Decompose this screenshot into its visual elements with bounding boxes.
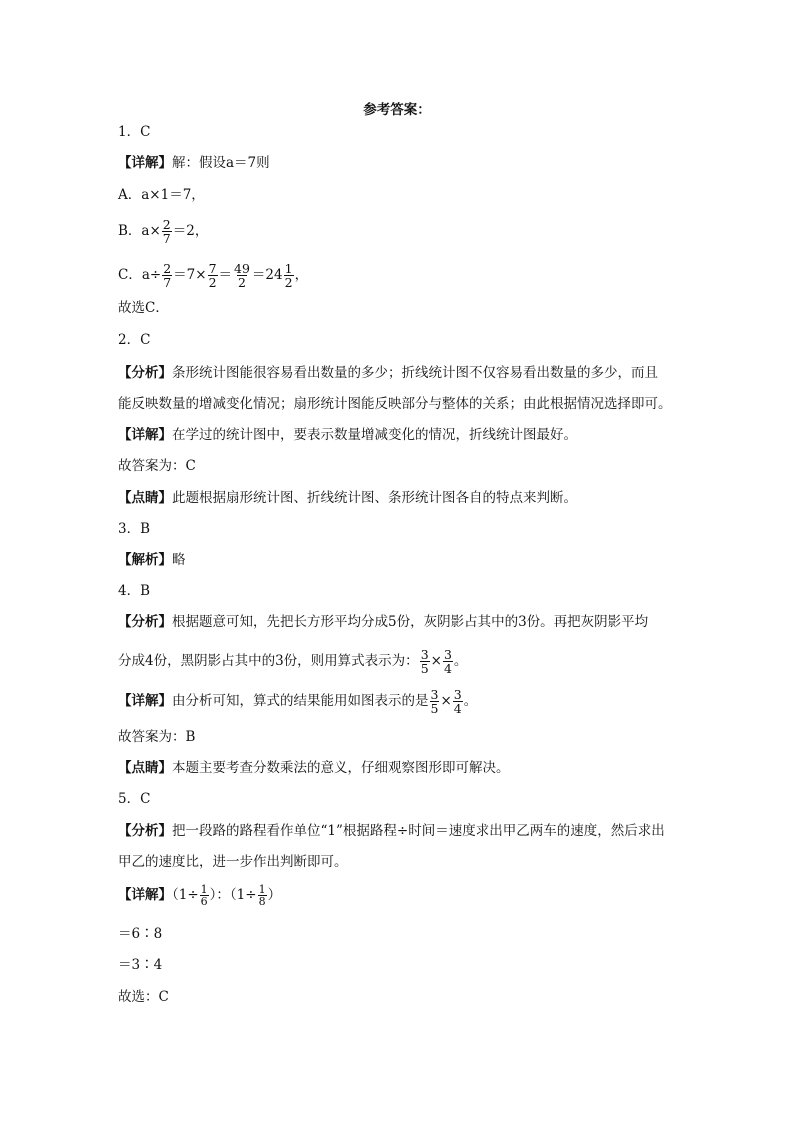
fraction [162, 262, 172, 289]
fraction-numerator: 3 [420, 647, 429, 662]
period: 。 [463, 693, 478, 709]
fraction [420, 648, 430, 675]
q3-analysis-text: 略 [172, 552, 186, 568]
q5-step2: ＝3∶4 [118, 957, 163, 973]
fraction-denominator: 4 [453, 701, 462, 716]
fraction-numerator: 3 [453, 687, 462, 702]
q1-option-c [118, 262, 308, 289]
q4-detail-text: 由分析可知，算式的结果能用如图表示的是 [172, 693, 429, 709]
q1-b-prefix: B．a× [118, 223, 161, 239]
fraction [258, 884, 267, 907]
q4-analysis-line2-text: 分成4份，黑阴影占其中的3份，则用算式表示为： [118, 653, 419, 669]
fraction-denominator: 5 [430, 701, 439, 716]
q1-c-suffix: ， [294, 267, 309, 283]
fraction [430, 688, 440, 715]
q2-answer: 故答案为：C [118, 458, 196, 474]
q5-detail-part1: （1÷ [172, 887, 199, 903]
fraction [453, 688, 463, 715]
q4-analysis-line2 [118, 648, 467, 675]
q3-number: 3．B [118, 521, 151, 537]
q4-analysis-text: 根据题意可知，先把长方形平均分成5份，灰阴影占其中的3份。再把灰阴影平均 [172, 614, 649, 630]
q2-comment [118, 488, 577, 508]
fraction-denominator: 7 [163, 275, 172, 290]
q1-detail-text: 解：假设a＝7则 [172, 155, 270, 171]
times-sign: × [430, 653, 442, 669]
q5-detail-tag: 【详解】 [118, 887, 172, 903]
q4-analysis-line1 [118, 612, 648, 632]
q1-detail-tag: 【详解】 [118, 155, 172, 171]
q5-detail [118, 884, 281, 907]
q4-analysis-tag: 【分析】 [118, 614, 172, 630]
fraction-denominator: 8 [258, 895, 266, 908]
fraction-denominator: 2 [208, 275, 217, 290]
q1-c-mid3: ＝24 [251, 267, 283, 283]
q4-answer: 故答案为：B [118, 729, 196, 745]
q2-comment-tag: 【点睛】 [118, 490, 172, 506]
q1-conclusion: 故选C． [118, 300, 169, 316]
fraction-numerator: 2 [163, 261, 172, 276]
fraction-denominator: 7 [162, 231, 171, 246]
q1-option-a: A．a×1＝7， [118, 187, 205, 203]
q1-b-suffix: ＝2， [172, 223, 209, 239]
q5-detail-part3: ） [267, 887, 282, 903]
fraction [200, 884, 209, 907]
fraction [233, 262, 251, 289]
q4-detail [118, 688, 477, 715]
q2-analysis-tag: 【分析】 [118, 365, 172, 381]
q5-step1: ＝6∶8 [118, 926, 163, 942]
q2-detail-tag: 【详解】 [118, 427, 172, 443]
q4-number: 4．B [118, 583, 151, 599]
q1-c-mid2: ＝ [218, 267, 233, 283]
q3-analysis [118, 550, 186, 570]
q2-analysis-text: 条形统计图能很容易看出数量的多少；折线统计图不仅容易看出数量的多少，而且 [172, 365, 658, 381]
q2-number: 2．C [118, 332, 151, 348]
q4-detail-tag: 【详解】 [118, 693, 172, 709]
fraction [443, 648, 453, 675]
fraction-numerator: 2 [162, 217, 171, 232]
fraction-numerator: 1 [258, 883, 266, 896]
q5-number: 5．C [118, 791, 151, 807]
fraction-numerator: 1 [284, 261, 293, 276]
q1-option-b [118, 218, 208, 245]
q5-analysis-tag: 【分析】 [118, 823, 172, 839]
q2-analysis-line1 [118, 363, 658, 383]
q1-detail [118, 153, 270, 173]
fraction-denominator: 4 [443, 661, 452, 676]
q5-conclusion: 故选：C [118, 989, 169, 1005]
q3-analysis-tag: 【解析】 [118, 552, 172, 568]
fraction-denominator: 2 [284, 275, 293, 290]
q1-c-prefix: C．a÷ [118, 267, 162, 283]
fraction-numerator: 3 [443, 647, 452, 662]
times-sign: × [440, 693, 452, 709]
fraction-denominator: 6 [200, 895, 208, 908]
q2-analysis-line2: 能反映数量的增减变化情况；扇形统计图能反映部分与整体的关系；由此根据情况选择即可。 [118, 396, 672, 412]
fraction [208, 262, 218, 289]
q5-analysis-text: 把一段路的路程看作单位“1”根据路程÷时间＝速度求出甲乙两车的速度，然后求出 [172, 823, 665, 839]
q2-detail [118, 425, 577, 445]
q5-detail-part2: ）：（1÷ [209, 887, 257, 903]
q2-comment-text: 此题根据扇形统计图、折线统计图、条形统计图各自的特点来判断。 [172, 490, 577, 506]
page-title: 参考答案： [363, 102, 431, 118]
fraction-numerator: 7 [208, 261, 217, 276]
fraction-denominator: 2 [237, 275, 246, 290]
q4-comment-tag: 【点睛】 [118, 760, 172, 776]
q4-comment [118, 758, 510, 778]
fraction [162, 218, 172, 245]
q1-number: 1．C [118, 124, 151, 140]
fraction-denominator: 5 [420, 661, 429, 676]
q5-analysis-line1 [118, 821, 665, 841]
fraction-numerator: 3 [430, 687, 439, 702]
q2-detail-text: 在学过的统计图中，要表示数量增减变化的情况，折线统计图最好。 [172, 427, 577, 443]
q1-c-mid1: ＝7× [173, 267, 207, 283]
period: 。 [453, 653, 468, 669]
q5-analysis-line2: 甲乙的速度比，进一步作出判断即可。 [118, 854, 348, 870]
fraction-numerator: 49 [234, 261, 250, 276]
q4-comment-text: 本题主要考查分数乘法的意义，仔细观察图形即可解决。 [172, 760, 510, 776]
fraction [284, 262, 294, 289]
fraction-numerator: 1 [200, 883, 208, 896]
